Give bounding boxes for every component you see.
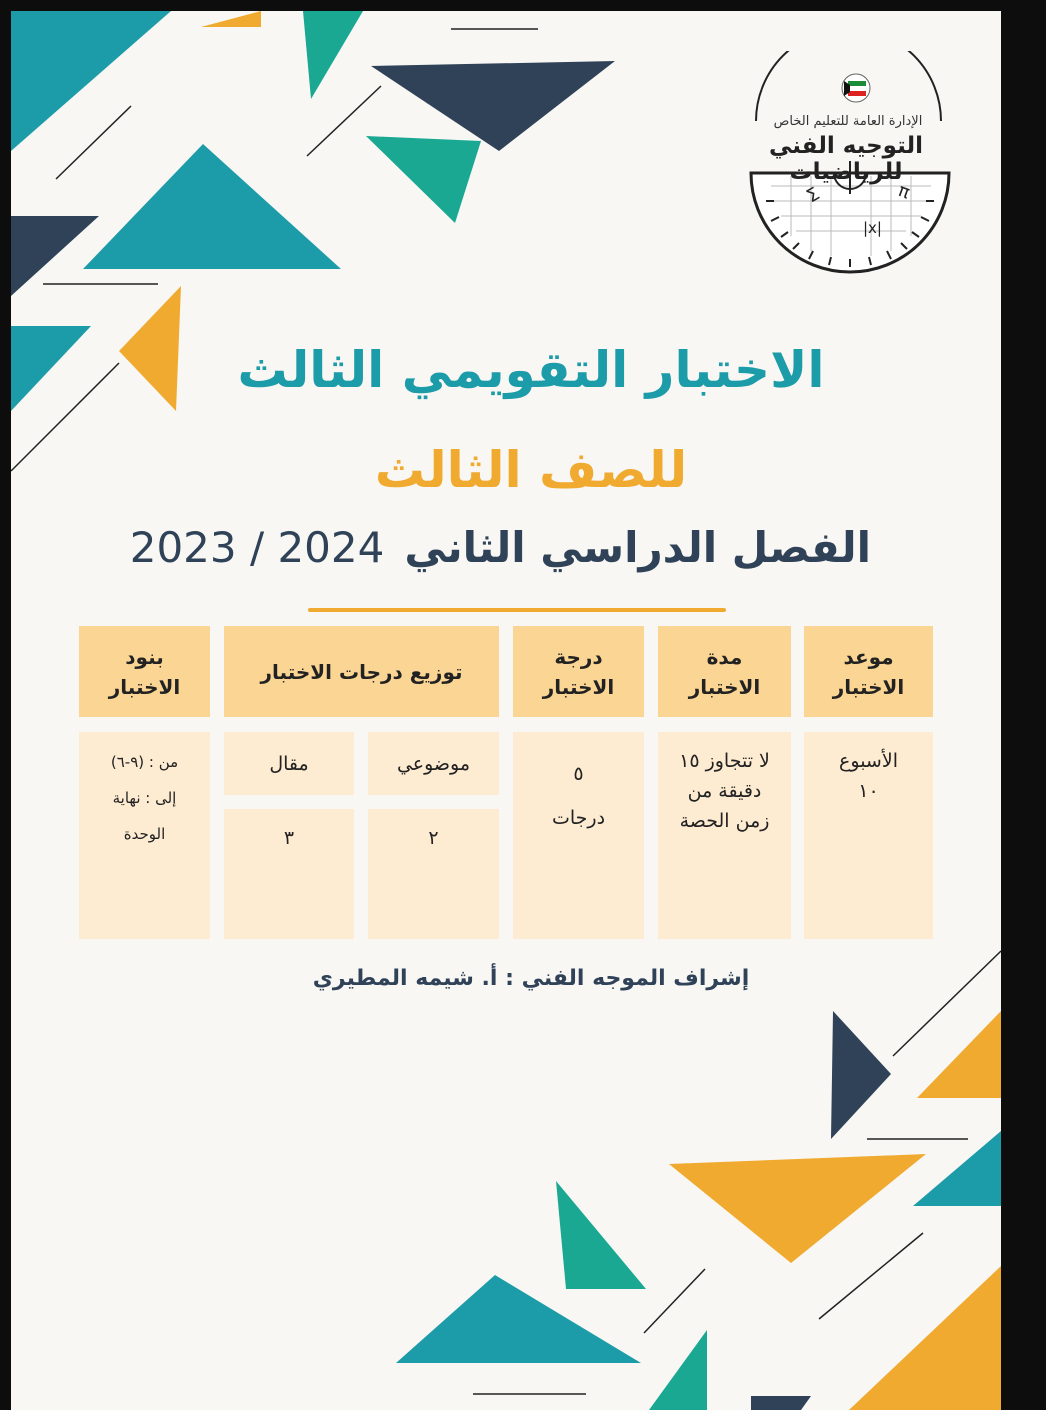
supervision-credit: إشراف الموجه الفني : أ. شيمه المطيري	[312, 966, 750, 991]
cell-essay-label: مقال	[224, 732, 354, 795]
semester-line	[129, 523, 871, 572]
header-test-items: بنود الاختبار	[79, 626, 210, 717]
cell-objective-label: موضوعي	[368, 732, 499, 795]
cell-essay-value: ٣	[224, 809, 354, 939]
logo-dept-name: التوجيه الفني للرياضيات	[769, 133, 923, 185]
logo-org-name: الإدارة العامة للتعليم الخاص	[773, 114, 923, 129]
cell-test-grade: ٥ درجات	[513, 732, 644, 939]
page-title: الاختبار التقويمي الثالث	[237, 341, 825, 399]
header-test-duration: مدة الاختبار	[658, 626, 791, 717]
divider-line	[308, 608, 726, 612]
pi-symbol: π	[895, 179, 913, 204]
cell-objective-value: ٢	[368, 809, 499, 939]
sigma-symbol: Σ	[803, 183, 824, 208]
header-test-date: موعد الاختبار	[804, 626, 933, 717]
grade-subtitle: للصف الثالث	[374, 441, 688, 499]
semester-label: الفصل الدراسي الثاني	[404, 523, 871, 572]
cell-test-date: الأسبوع ١٠	[804, 732, 933, 939]
cell-test-items: من : (٩-٦) إلى : نهاية الوحدة	[79, 732, 210, 939]
document-page	[11, 11, 1001, 1410]
absolute-value-symbol: |x|	[863, 219, 882, 237]
header-test-grade: درجة الاختبار	[513, 626, 644, 717]
cell-test-duration: لا تتجاوز ١٥ دقيقة من زمن الحصة	[658, 732, 791, 939]
academic-year: 2023 / 2024	[129, 523, 385, 572]
header-grade-distribution: توزيع درجات الاختبار	[224, 626, 499, 717]
